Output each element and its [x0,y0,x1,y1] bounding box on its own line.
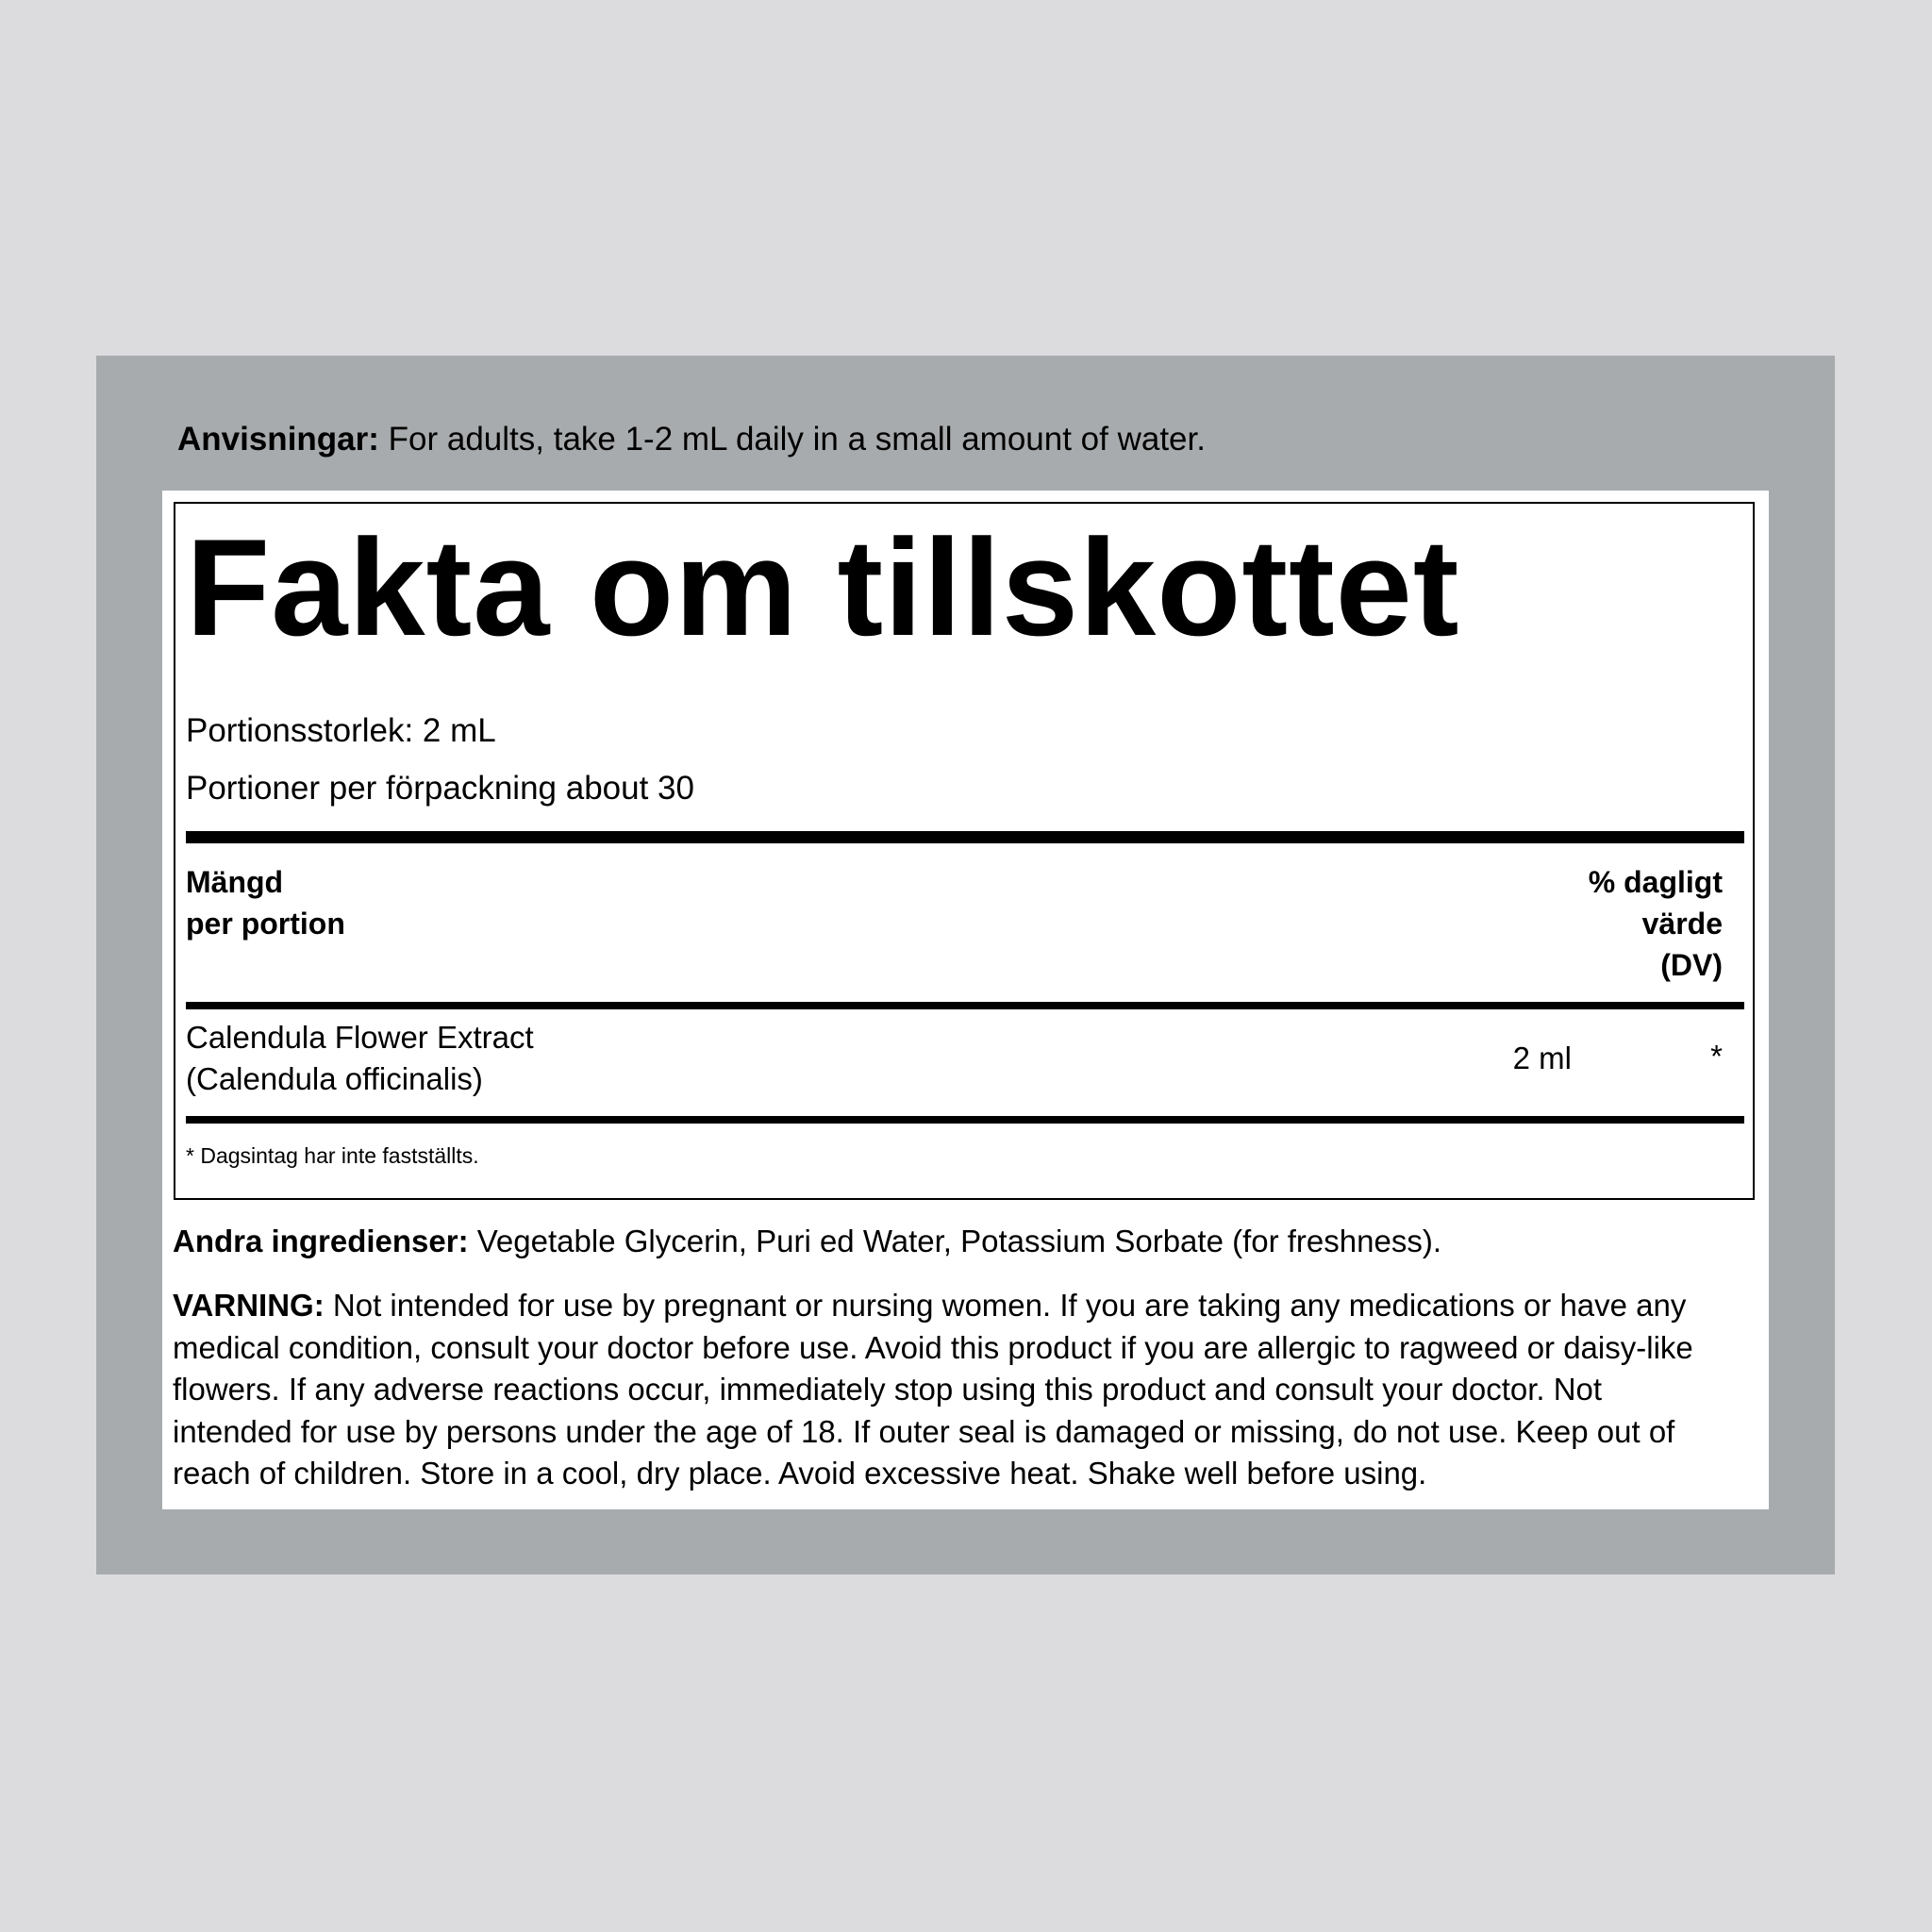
servings-per-container: Portioner per förpackning about 30 [186,770,694,807]
dv-header-line2: värde [1641,907,1723,941]
ingredient-name: Calendula Flower Extract [186,1020,534,1055]
dv-footnote: * Dagsintag har inte fastställts. [186,1143,479,1168]
other-ingredients-label: Andra ingredienser: [173,1224,469,1258]
bottom-divider [186,1116,1744,1124]
directions [177,419,1206,460]
daily-value-header [1589,861,1723,986]
ingredient-amount: 2 ml [1512,1041,1572,1075]
amount-per-serving-header [186,861,345,944]
amount-header-line2: per portion [186,907,345,941]
table-row-name [186,1017,534,1100]
ingredient-latin-name: (Calendula officinalis) [186,1061,483,1096]
dv-header-line1: % dagligt [1588,865,1723,899]
warning-label: VARNING: [173,1288,325,1323]
amount-header-line1: Mängd [186,865,284,899]
serving-size: Portionsstorlek: 2 mL [186,712,496,749]
warning [173,1285,1720,1495]
other-ingredients [173,1221,1441,1262]
dv-header-line3: (DV) [1660,948,1723,982]
directions-label: Anvisningar: [177,421,379,458]
thick-divider [186,831,1744,843]
medium-divider [186,1002,1744,1009]
supplement-facts-title: Fakta om tillskottet [186,510,1460,664]
directions-text: For adults, take 1-2 mL daily in a small amount of water. [378,421,1206,458]
ingredient-dv: * [1710,1039,1723,1074]
other-ingredients-text: Vegetable Glycerin, Puri ed Water, Potassium Sorbate (for freshness). [468,1224,1441,1258]
warning-text: Not intended for use by pregnant or nursing women. If you are taking any medications or have any medical condition, consult your doctor before use. Avoid this product if you are allergic to ragweed or daisy-like flowers. If any adverse reactions occur, immediately stop using this product and consult your doctor. Not intended for use by persons under the age of 18. If outer seal is damaged or missing, do not use. Keep out of reach of children. Store in a cool, dry place. Avoid excessive heat. Shake well before using. [173,1288,1693,1491]
